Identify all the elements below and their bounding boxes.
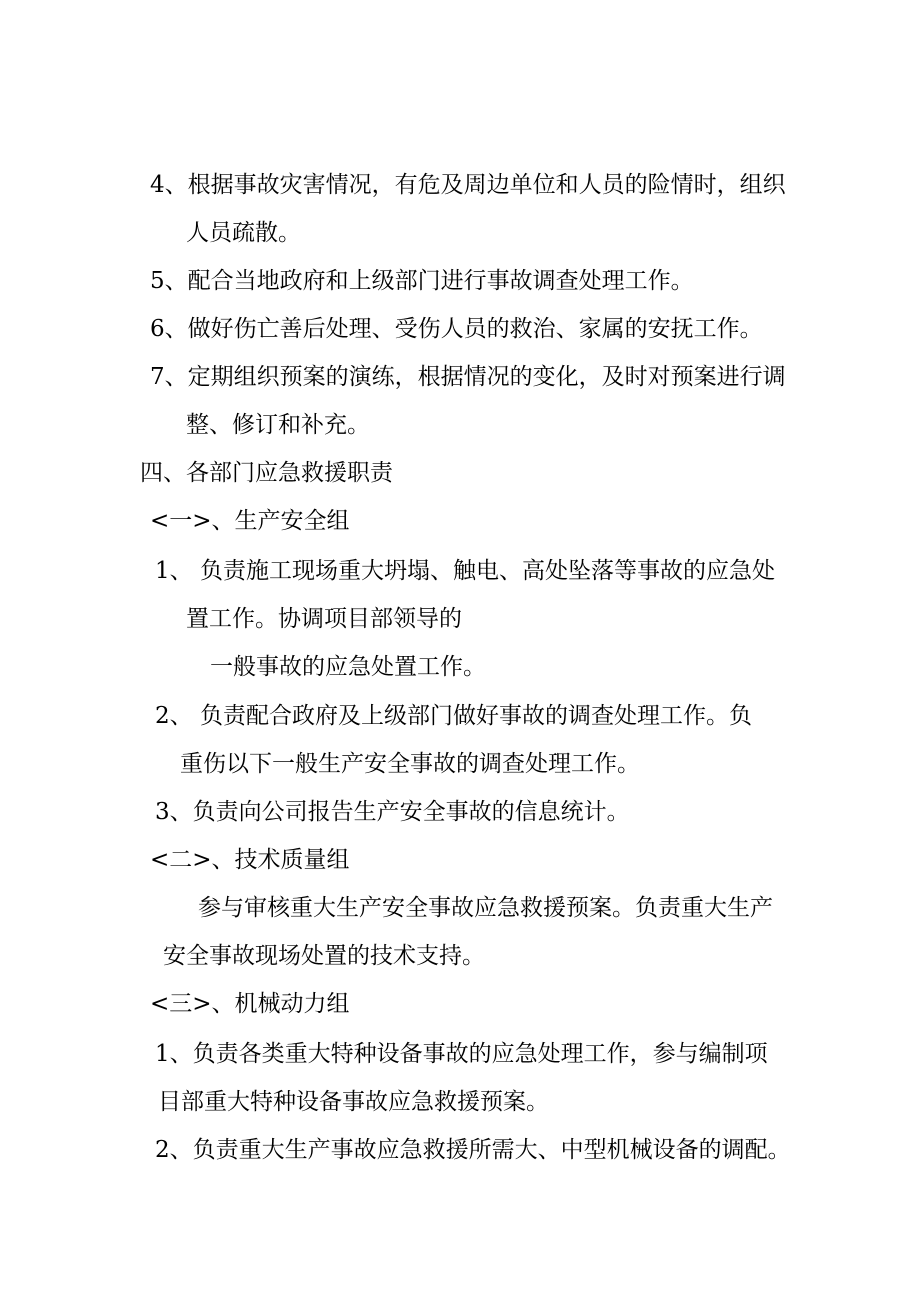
safety-item-2-line-1: 2、 负责配合政府及上级部门做好事故的调查处理工作。负: [155, 703, 752, 729]
mechanical-item-1-line-1: 1、负责各类重大特种设备事故的应急处理工作，参与编制项: [155, 1041, 768, 1067]
subsection-mechanical-power: <三>、机械动力组: [150, 991, 350, 1017]
item-6: 6、做好伤亡善后处理、受伤人员的救治、家属的安抚工作。: [150, 316, 763, 342]
safety-item-1-line-3: 一般事故的应急处置工作。: [210, 654, 486, 680]
mechanical-item-2: 2、负责重大生产事故应急救援所需大、中型机械设备的调配。: [155, 1137, 791, 1163]
item-4-line-1: 4、根据事故灾害情况，有危及周边单位和人员的险情时，组织: [150, 172, 786, 198]
item-7-line-1: 7、定期组织预案的演练，根据情况的变化，及时对预案进行调: [150, 364, 786, 390]
safety-item-2-line-2: 重伤以下一般生产安全事故的调查处理工作。: [180, 751, 640, 777]
technical-paragraph-line-1: 参与审核重大生产安全事故应急救援预案。负责重大生产: [198, 895, 773, 921]
safety-item-1-line-2: 置工作。协调项目部领导的: [186, 606, 462, 632]
item-4-line-2: 人员疏散。: [186, 220, 301, 246]
safety-item-1-line-1: 1、 负责施工现场重大坍塌、触电、高处坠落等事故的应急处: [155, 558, 775, 584]
subsection-technical-quality: <二>、技术质量组: [150, 847, 350, 873]
item-7-line-2: 整、修订和补充。: [186, 412, 370, 438]
item-5: 5、配合当地政府和上级部门进行事故调查处理工作。: [150, 268, 694, 294]
safety-item-3: 3、负责向公司报告生产安全事故的信息统计。: [155, 799, 630, 825]
subsection-production-safety: <一>、生产安全组: [150, 508, 350, 534]
section-heading-4: 四、各部门应急救援职责: [140, 460, 393, 486]
mechanical-item-1-line-2: 目部重大特种设备事故应急救援预案。: [158, 1089, 549, 1115]
technical-paragraph-line-2: 安全事故现场处置的技术支持。: [163, 943, 485, 969]
